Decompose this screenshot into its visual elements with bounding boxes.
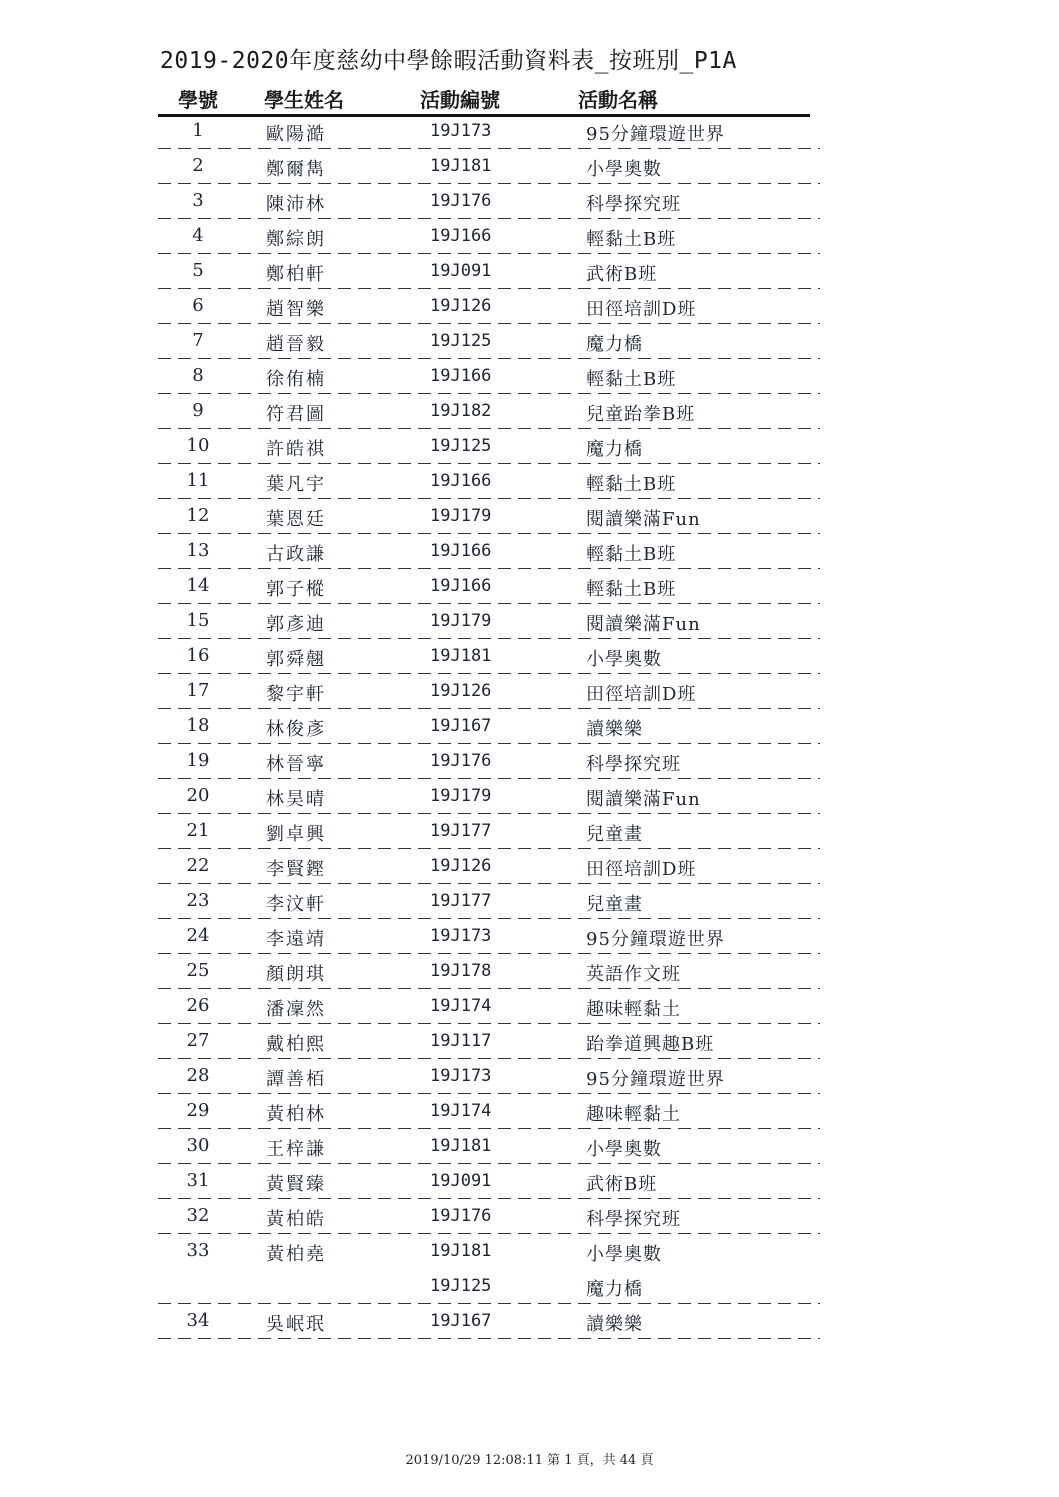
cell-activity-code: 19J179 [430, 611, 492, 631]
header-student-no: 學號 [178, 88, 218, 112]
cell-activity-code: 19J126 [430, 856, 492, 876]
cell-student-name: 李遠靖 [266, 929, 326, 950]
cell-activity-code: 19J167 [430, 716, 492, 736]
table-row [158, 1094, 820, 1129]
cell-activity-code: 19J125 [430, 436, 492, 456]
cell-activity-name: 科學探究班 [586, 754, 681, 775]
cell-activity-code: 19J173 [430, 121, 492, 141]
cell-student-no: 23 [186, 890, 210, 911]
table-row [158, 779, 820, 814]
cell-student-no: 34 [186, 1310, 210, 1331]
cell-student-name: 趙晉毅 [266, 334, 326, 355]
table-row [158, 534, 820, 569]
cell-activity-name: 輕黏土B班 [586, 579, 677, 600]
cell-activity-name: 趣味輕黏土 [586, 1104, 681, 1125]
cell-activity-name: 95分鐘環遊世界 [586, 929, 725, 950]
table-row [158, 569, 820, 604]
cell-activity-code: 19J182 [430, 401, 492, 421]
cell-activity-name: 小學奧數 [586, 1139, 662, 1160]
cell-student-name: 潘凜然 [266, 999, 326, 1020]
page-footer: 2019/10/29 12:08:11 第 1 頁，共 44 頁 [405, 1453, 654, 1468]
cell-activity-name: 兒童跆拳B班 [586, 404, 696, 425]
table-row [158, 254, 820, 289]
table-row [158, 184, 820, 219]
cell-activity-code: 19J181 [430, 156, 492, 176]
table-row [158, 849, 820, 884]
cell-student-no: 30 [186, 1135, 210, 1156]
cell-activity-name: 讀樂樂 [586, 1314, 643, 1335]
cell-activity-name: 兒童畫 [586, 824, 643, 845]
cell-activity-name: 科學探究班 [586, 194, 681, 215]
cell-activity-code: 19J173 [430, 1066, 492, 1086]
cell-activity-code: 19J166 [430, 226, 492, 246]
cell-student-name: 葉恩廷 [266, 509, 326, 530]
cell-activity-code: 19J166 [430, 366, 492, 386]
cell-student-name: 譚善栢 [266, 1069, 326, 1090]
cell-student-name: 李汶軒 [266, 894, 326, 915]
cell-student-name: 鄭綜朗 [266, 229, 326, 250]
cell-student-no: 8 [192, 365, 204, 386]
cell-activity-code: 19J125 [430, 331, 492, 351]
cell-student-name: 歐陽澔 [266, 124, 326, 145]
cell-activity-code: 19J173 [430, 926, 492, 946]
cell-activity-name: 魔力橋 [586, 439, 643, 460]
table-row [158, 289, 820, 324]
cell-student-name: 黎宇軒 [266, 684, 326, 705]
cell-activity-code: 19J181 [430, 1136, 492, 1156]
cell-activity-name: 閱讀樂滿Fun [586, 789, 701, 810]
table-row [158, 324, 820, 359]
cell-student-no: 17 [186, 680, 210, 701]
cell-student-no: 6 [192, 295, 204, 316]
cell-student-name: 戴柏熙 [266, 1034, 326, 1055]
cell-student-name: 黃柏皓 [266, 1209, 326, 1230]
cell-activity-code: 19J177 [430, 891, 492, 911]
cell-activity-code: 19J181 [430, 646, 492, 666]
cell-student-name: 葉凡宇 [266, 474, 326, 495]
table-header [158, 84, 810, 117]
cell-activity-code: 19J174 [430, 1101, 492, 1121]
cell-activity-code: 19J174 [430, 996, 492, 1016]
cell-student-name: 吳岷珉 [266, 1314, 326, 1335]
cell-student-name: 鄭柏軒 [266, 264, 326, 285]
table-row [158, 814, 820, 849]
cell-student-no: 24 [186, 925, 210, 946]
cell-student-name: 郭彥迪 [266, 614, 326, 635]
cell-activity-code: 19J117 [430, 1031, 492, 1051]
cell-student-no: 33 [186, 1240, 210, 1261]
cell-student-no: 2 [192, 155, 204, 176]
cell-activity-name: 閱讀樂滿Fun [586, 614, 701, 635]
cell-activity-code: 19J166 [430, 541, 492, 561]
table-row [158, 709, 820, 744]
cell-student-no: 5 [192, 260, 204, 281]
cell-student-name: 古政謙 [266, 544, 326, 565]
cell-activity-name: 輕黏土B班 [586, 369, 677, 390]
cell-activity-name: 兒童畫 [586, 894, 643, 915]
cell-activity-code: 19J176 [430, 1206, 492, 1226]
table-row [158, 604, 820, 639]
cell-student-name: 黃賢臻 [266, 1174, 326, 1195]
cell-student-no: 13 [186, 540, 210, 561]
cell-activity-name: 小學奧數 [586, 159, 662, 180]
table-row [158, 1234, 820, 1269]
cell-activity-name: 田徑培訓D班 [586, 684, 697, 705]
cell-student-name: 陳沛林 [266, 194, 326, 215]
table-row [158, 674, 820, 709]
table-row [158, 744, 820, 779]
cell-student-no: 22 [186, 855, 210, 876]
cell-student-no: 15 [186, 610, 210, 631]
table-row [158, 219, 820, 254]
cell-student-no: 1 [192, 120, 204, 141]
cell-student-name: 鄭爾雋 [266, 159, 326, 180]
table-body [158, 114, 820, 1339]
page-title: 2019-2020年度慈幼中學餘暇活動資料表_按班別_P1A [160, 48, 737, 74]
table-row [158, 954, 820, 989]
cell-student-name: 王梓謙 [266, 1139, 326, 1160]
cell-student-name: 符君圖 [266, 404, 326, 425]
cell-student-name: 林俊彥 [266, 719, 326, 740]
table-row [158, 1304, 820, 1339]
cell-activity-name: 趣味輕黏土 [586, 999, 681, 1020]
table-row [158, 429, 820, 464]
cell-activity-code: 19J176 [430, 751, 492, 771]
cell-student-no: 18 [186, 715, 210, 736]
table-row [158, 1024, 820, 1059]
cell-student-no: 25 [186, 960, 210, 981]
cell-activity-code: 19J125 [430, 1276, 492, 1296]
cell-activity-code: 19J166 [430, 471, 492, 491]
header-student-name: 學生姓名 [264, 88, 344, 112]
cell-activity-code: 19J177 [430, 821, 492, 841]
cell-activity-name: 小學奧數 [586, 649, 662, 670]
header-activity-name: 活動名稱 [578, 88, 658, 112]
table-row [158, 464, 820, 499]
cell-student-no: 16 [186, 645, 210, 666]
cell-activity-code: 19J181 [430, 1241, 492, 1261]
table-row [158, 499, 820, 534]
cell-activity-name: 輕黏土B班 [586, 544, 677, 565]
table-row [158, 989, 820, 1024]
cell-activity-name: 武術B班 [586, 1174, 658, 1195]
cell-student-no: 11 [186, 470, 210, 491]
cell-activity-code: 19J176 [430, 191, 492, 211]
table-row [158, 394, 820, 429]
cell-activity-code: 19J126 [430, 681, 492, 701]
table-row [158, 1269, 820, 1304]
cell-activity-code: 19J179 [430, 506, 492, 526]
cell-student-no: 26 [186, 995, 210, 1016]
cell-student-no: 7 [192, 330, 204, 351]
cell-activity-name: 科學探究班 [586, 1209, 681, 1230]
cell-activity-name: 95分鐘環遊世界 [586, 1069, 725, 1090]
cell-activity-name: 輕黏土B班 [586, 229, 677, 250]
cell-activity-code: 19J091 [430, 261, 492, 281]
table-row [158, 919, 820, 954]
cell-student-no: 32 [186, 1205, 210, 1226]
cell-student-name: 林晉寧 [266, 754, 326, 775]
cell-activity-code: 19J178 [430, 961, 492, 981]
cell-student-name: 劉卓興 [266, 824, 326, 845]
table-row [158, 1129, 820, 1164]
cell-student-name: 李賢鏗 [266, 859, 326, 880]
cell-student-name: 許皓祺 [266, 439, 326, 460]
cell-student-no: 9 [192, 400, 204, 421]
table-row [158, 1164, 820, 1199]
cell-activity-name: 英語作文班 [586, 964, 681, 985]
cell-activity-name: 輕黏土B班 [586, 474, 677, 495]
cell-student-name: 趙智樂 [266, 299, 326, 320]
cell-student-name: 黃柏林 [266, 1104, 326, 1125]
cell-student-no: 20 [186, 785, 210, 806]
table-row [158, 359, 820, 394]
cell-student-name: 顏朗琪 [266, 964, 326, 985]
cell-activity-code: 19J126 [430, 296, 492, 316]
cell-activity-code: 19J166 [430, 576, 492, 596]
table-row [158, 114, 820, 149]
cell-student-no: 14 [186, 575, 210, 596]
cell-activity-name: 田徑培訓D班 [586, 859, 697, 880]
cell-student-name: 徐侑楠 [266, 369, 326, 390]
table-row [158, 1059, 820, 1094]
cell-student-no: 10 [186, 435, 210, 456]
table-row [158, 884, 820, 919]
cell-activity-name: 魔力橋 [586, 334, 643, 355]
cell-activity-code: 19J179 [430, 786, 492, 806]
cell-activity-code: 19J091 [430, 1171, 492, 1191]
table-row [158, 1199, 820, 1234]
cell-student-no: 31 [186, 1170, 210, 1191]
cell-activity-name: 小學奧數 [586, 1244, 662, 1265]
cell-activity-name: 閱讀樂滿Fun [586, 509, 701, 530]
cell-student-no: 12 [186, 505, 210, 526]
cell-student-name: 林昊晴 [266, 789, 326, 810]
cell-student-no: 4 [192, 225, 204, 246]
cell-activity-name: 跆拳道興趣B班 [586, 1034, 715, 1055]
cell-activity-code: 19J167 [430, 1311, 492, 1331]
table-row [158, 639, 820, 674]
cell-student-no: 29 [186, 1100, 210, 1121]
cell-activity-name: 武術B班 [586, 264, 658, 285]
header-activity-code: 活動編號 [420, 88, 500, 112]
cell-activity-name: 魔力橋 [586, 1279, 643, 1300]
table-row [158, 149, 820, 184]
cell-student-name: 黃柏堯 [266, 1244, 326, 1265]
cell-activity-name: 95分鐘環遊世界 [586, 124, 725, 145]
cell-student-no: 21 [186, 820, 210, 841]
cell-activity-name: 田徑培訓D班 [586, 299, 697, 320]
cell-activity-name: 讀樂樂 [586, 719, 643, 740]
cell-student-no: 28 [186, 1065, 210, 1086]
cell-student-name: 郭舜翹 [266, 649, 326, 670]
cell-student-name: 郭子樅 [266, 579, 326, 600]
cell-student-no: 27 [186, 1030, 210, 1051]
cell-student-no: 19 [186, 750, 210, 771]
cell-student-no: 3 [192, 190, 204, 211]
